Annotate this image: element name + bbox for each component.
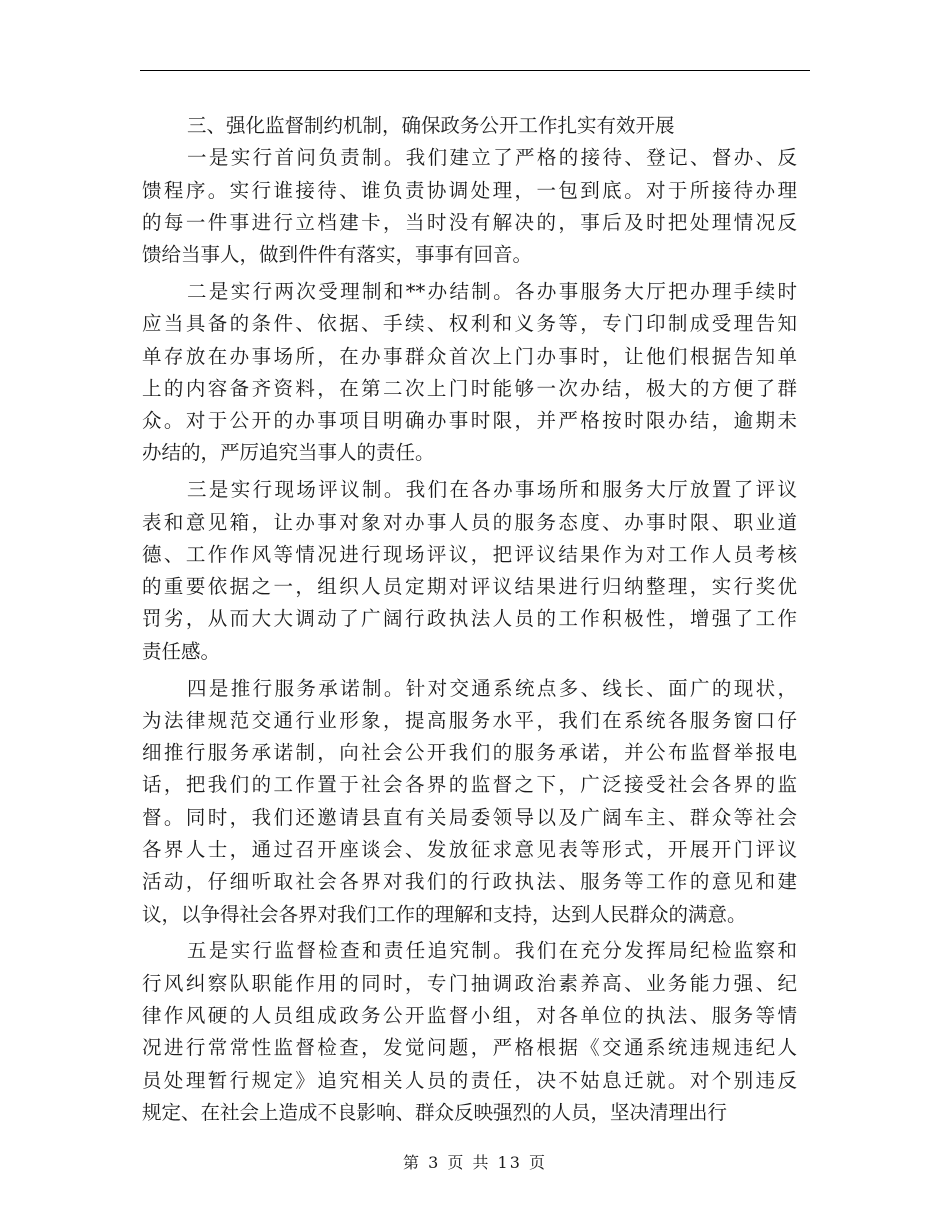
paragraph-line: 馈程序。实行谁接待、谁负责协调处理，一包到底。对于所接待办理 [142, 178, 797, 202]
paragraph-line: 表和意见箱，让办事对象对办事人员的服务态度、办事时限、职业道 [142, 510, 797, 534]
paragraph-line: 细推行服务承诺制，向社会公开我们的服务承诺，并公布监督举报电 [142, 741, 797, 765]
paragraph-line: 活动，仔细听取社会各界对我们的行政执法、服务等工作的意见和建 [142, 870, 797, 894]
paragraph-line: 律作风硬的人员组成政务公开监督小组，对各单位的执法、服务等情 [142, 1004, 797, 1028]
paragraph-line: 为法律规范交通行业形象，提高服务水平，我们在系统各服务窗口仔 [142, 708, 797, 732]
paragraph-line: 五是实行监督检查和责任追究制。我们在充分发挥局纪检监察和 [187, 939, 797, 963]
page-footer [0, 1150, 950, 1173]
document-body [142, 110, 797, 1129]
paragraph-line: 众。对于公开的办事项目明确办事时限，并严格按时限办结，逾期未 [142, 409, 797, 433]
header-rule [140, 70, 810, 71]
paragraph-line: 上的内容备齐资料，在第二次上门时能够一次办结，极大的方便了群 [142, 376, 797, 400]
paragraph-line: 德、工作作风等情况进行现场评议，把评议结果作为对工作人员考核 [142, 542, 797, 566]
paragraph-line: 二是实行两次受理制和**办结制。各办事服务大厅把办理手续时 [187, 279, 797, 303]
paragraph-line: 规定、在社会上造成不良影响、群众反映强烈的人员，坚决清理出行 [142, 1100, 728, 1124]
paragraph [142, 474, 797, 668]
paragraph-line: 议，以争得社会各界对我们工作的理解和支持，达到人民群众的满意。 [142, 902, 747, 926]
paragraph-line: 的重要依据之一，组织人员定期对评议结果进行归纳整理，实行奖优 [142, 575, 797, 599]
paragraph-line: 馈给当事人，做到件件有落实，事事有回音。 [142, 243, 533, 267]
paragraph-line: 罚劣，从而大大调动了广阔行政执法人员的工作积极性，增强了工作 [142, 607, 797, 631]
paragraph-line: 各界人士，通过召开座谈会、发放征求意见表等形式，开展开门评议 [142, 838, 797, 862]
page-number: 第 3 页 共 13 页 [403, 1153, 547, 1172]
paragraph-line: 行风纠察队职能作用的同时，专门抽调政治素养高、业务能力强、纪 [142, 971, 797, 995]
paragraph-container [142, 142, 797, 1129]
paragraph [142, 142, 797, 271]
paragraph-line: 的每一件事进行立档建卡，当时没有解决的，事后及时把处理情况反 [142, 210, 797, 234]
paragraph-line: 话，把我们的工作置于社会各界的监督之下，广泛接受社会各界的监 [142, 773, 797, 797]
paragraph-line: 单存放在办事场所，在办事群众首次上门办事时，让他们根据告知单 [142, 344, 797, 368]
paragraph-line: 责任感。 [142, 639, 221, 663]
section-heading: 三、强化监督制约机制，确保政务公开工作扎实有效开展 [187, 114, 675, 137]
paragraph [142, 276, 797, 470]
paragraph-line: 督。同时，我们还邀请县直有关局委领导以及广阔车主、群众等社会 [142, 805, 797, 829]
paragraph-line: 员处理暂行规定》追究相关人员的责任，决不姑息迁就。对个别违反 [142, 1068, 797, 1092]
paragraph [142, 673, 797, 931]
paragraph [142, 935, 797, 1129]
paragraph-line: 三是实行现场评议制。我们在各办事场所和服务大厅放置了评议 [187, 478, 797, 502]
paragraph-line: 应当具备的条件、依据、手续、权利和义务等，专门印制成受理告知 [142, 312, 797, 336]
paragraph-line: 一是实行首问负责制。我们建立了严格的接待、登记、督办、反 [187, 146, 797, 170]
paragraph-line: 办结的，严厉追究当事人的责任。 [142, 441, 435, 465]
paragraph-line: 四是推行服务承诺制。针对交通系统点多、线长、面广的现状， [187, 676, 797, 700]
paragraph-line: 况进行常常性监督检查，发觉问题，严格根据《交通系统违规违纪人 [142, 1036, 797, 1060]
